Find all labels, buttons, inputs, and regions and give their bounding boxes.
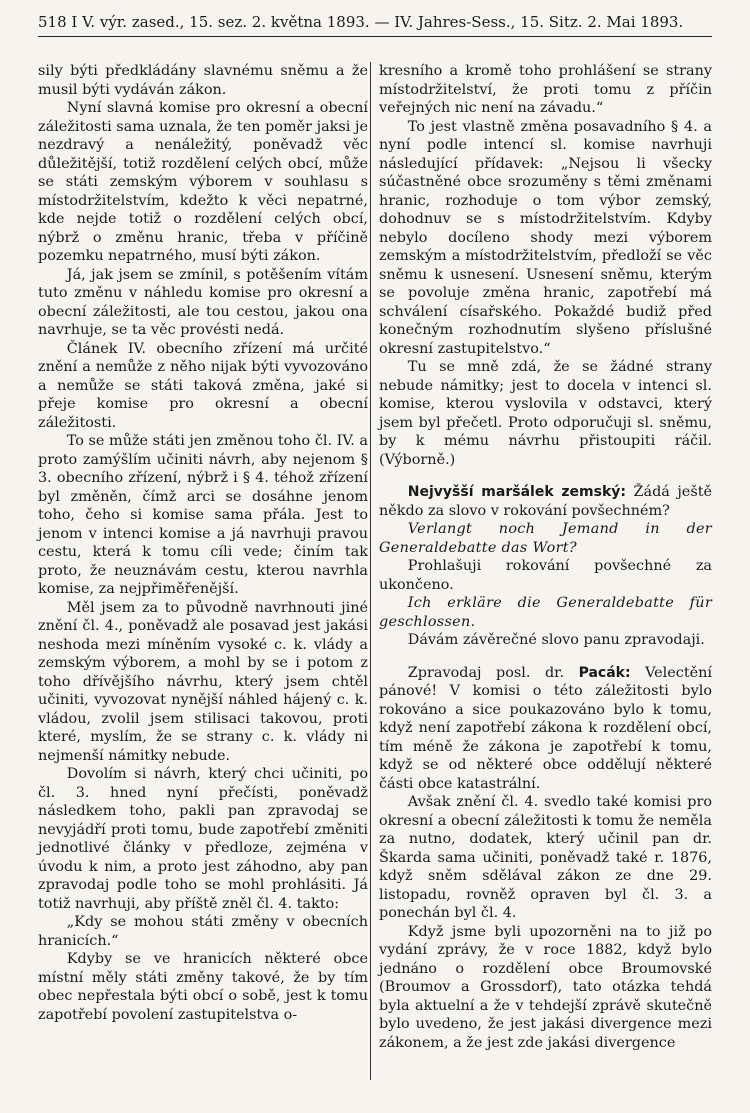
paragraph: Nyní slavná komise pro okresní a obecní záležitosti sama uznala, že ten poměr jaksi je nezdravý a nenáležitý, poněvadž věc důležitější, totiž rozdělení celých obcí, může se státi zemským výborem v souhlasu s místodržitelstvím, kdežto k věci nepatrné, kde nejde totiž o rozdělení celých obcí, nýbrž o změnu hranic, třeba v příčině pozemku nepatrného, musí býti zákon. xyxy=(38,100,368,264)
paragraph: Já, jak jsem se zmínil, s potěšením vítám tuto změnu v náhledu komise pro okresní a obecní záležitosti, ale tou cestou, jakou ona navrhuje, se ta věc provésti nedá. xyxy=(38,266,368,338)
paragraph: Prohlašuji rokování povšechné za ukončeno. xyxy=(379,558,712,593)
paragraph: kresního a kromě toho prohlášení se strany místodržitelství, že proti tomu z příčin veřejných nic není na závadu.“ xyxy=(379,63,712,116)
paragraph: To jest vlastně změna posavadního § 4. a nyní podle intencí sl. komise navrhuji následující přídavek: „Nejsou li všecky súčastněné obce srozuměny s těmi změnami hranic, rozhoduje o tom výbor zemský, dohodnuv se s místodržitelstvím. Kdyby nebylo docíleno shody mezi výborem zemským a místodržitelstvím, předloží se věc sněmu k usnesení. Usnesení sněmu, kterým se povoluje změna hranic, zapotřebí má schválení císařského. Pokaždé budiž před konečným rozhodnutím slyšeno příslušné okresní zastupitelstvo.“ xyxy=(379,118,712,357)
paragraph: Dovolím si návrh, který chci učiniti, po čl. 3. hned nyní přečísti, poněvadž následkem toho, pakli pan zpravodaj se nevyjádří proti tomu, bude zapotřebí změniti jednotlivé články v předloze, zejména v úvodu k nim, a proto jest záhodno, aby pan zpravodaj podle toho se mohl prohlásiti. Já totiž navrhuji, aby příště zněl čl. 4. takto: xyxy=(38,766,368,912)
speaker-name: Nejvyšší maršálek zemský: xyxy=(407,484,627,500)
speech-paragraph xyxy=(379,664,712,794)
quoted-heading: „Kdy se mohou státi změny v obecních hranicích.“ xyxy=(38,914,368,949)
paragraph: Tu se mně zdá, že se žádné strany nebude námitky; jest to docela v intenci sl. komise, kterou vyslovila v odstavci, který jsem byl přečetl. Proto odporučuji sl. sněmu, by k mému návrhu přistoupiti ráčil. (Výborně.) xyxy=(379,359,712,468)
speaker-name: Pacák: xyxy=(578,664,631,681)
paragraph: Článek IV. obecního zřízení má určité znění a nemůže z něho nijak býti vyvozováno a nemůže se státi taková změna, jaké si přeje komise pro okresní a obecní záležitosti. xyxy=(38,340,368,431)
speech-paragraph xyxy=(379,483,712,520)
header-text: 518 I V. výr. zased., 15. sez. 2. května 1893. — IV. Jahres-Sess., 15. Sitz. 2. Mai 1893. xyxy=(38,13,684,31)
left-column xyxy=(38,62,368,1024)
german-text: Ich erkläre die Generaldebatte für geschlossen. xyxy=(379,595,712,630)
paragraph: sily býti předkládány slavnému sněmu a že musil býti vydáván zákon. xyxy=(38,63,368,98)
paragraph: Dávám závěrečné slovo panu zpravodaji. xyxy=(407,632,705,648)
speaker-title: Zpravodaj posl. dr. xyxy=(407,664,565,681)
paragraph: Měl jsem za to původně navrhnouti jiné znění čl. 4., poněvadž ale posavad jest jakási neshoda mezi míněním vysoké c. k. vlády a zemským výborem, a mohl by se i potom z toho dřívějšího návrhu, který jsem chtěl učiniti, vyvozovat nynější náhled hájený c. k. vládou, zvolil jsem stilisaci takovou, proti které, myslím, že se strany c. k. vlády ni nejmenší námitky nebude. xyxy=(38,599,368,764)
column-divider xyxy=(370,62,371,1080)
paragraph: Kdyby se ve hranicích některé obce místní měly státi změny takové, že by tím obec nepřestala býti obcí o sobě, jest k tomu zapotřebí povolení zastupitelstva o- xyxy=(38,951,368,1023)
speech-text: Velectění pánové! V komisi o této záležitosti bylo rokováno a sice poukazováno bylo k tomu, když není zapotřebí zákona k rozdělení obcí, tím méně že zákona je zapotřebí k tomu, když se od některé obce oddělují některé části obce katastrální. xyxy=(379,664,713,792)
paragraph: Když jsme byli upozorněni na to již po vydání zprávy, že v roce 1882, když bylo jednáno o rozdělení obce Broumovské (Broumov a Grossdorf), tato otázka tehdá byla aktuelní a že v tehdejší zprávě skutečně bylo uvedeno, že jest jakási divergence mezi zákonem, a že jest zde jakási divergence xyxy=(379,923,712,1051)
speech-text: Žádá ještě někdo za slovo v rokování povšechném? xyxy=(379,484,713,519)
page-header xyxy=(38,10,712,37)
paragraph: Avšak znění čl. 4. svedlo také komisi pro okresní a obecní záležitosti k tomu že neměla za nutno, dodatek, který učinil pan dr. Škarda sama učiniti, poněvadž také r. 1876, když sněm sdělával zákon ze dne 29. listopadu, rovněž opraven byl čl. 3. a ponechán byl čl. 4. xyxy=(379,794,712,921)
right-column xyxy=(379,62,712,1052)
german-text: Verlangt noch Jemand in der Generaldebatte das Wort? xyxy=(379,521,712,556)
paragraph: To se může státi jen změnou toho čl. IV. a proto zamýšlím učiniti návrh, aby nejenom § 3. obecního zřízení, nýbrž i § 4. téhož zřízení byl změněn, čímž arci se dosáhne jenom toho, čeho si komise sama přála. Jest to jenom v intenci komise a já navrhuji pravou cestu, která k tomu cíli vede; činím tak proto, že neuznávám cestu, kterou navrhla komise, za nejpřiměřenější. xyxy=(38,433,368,597)
